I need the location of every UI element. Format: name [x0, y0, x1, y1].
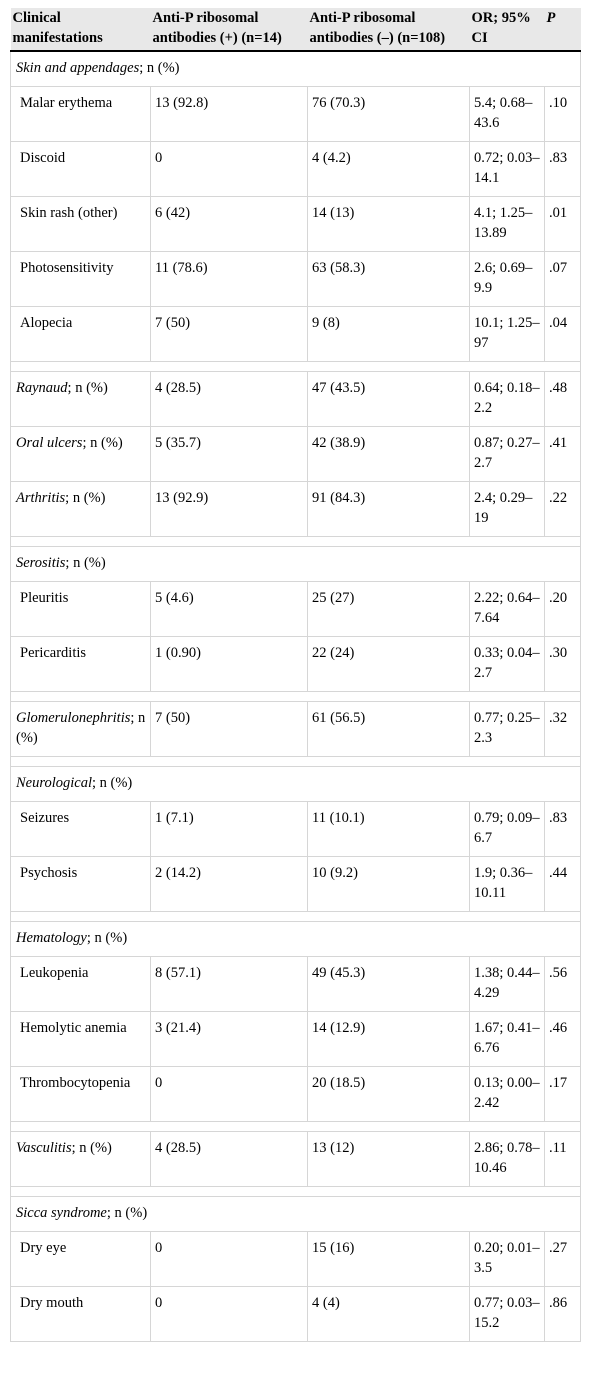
- section-unit: n (%): [146, 60, 180, 76]
- positive-count-cell: 8 (57.1): [151, 957, 308, 1012]
- positive-count-cell: 4 (28.5): [151, 372, 308, 427]
- section-title: Sicca syndrome; n (%): [11, 1197, 581, 1232]
- positive-count-cell: 0: [151, 1067, 308, 1122]
- manifestation-cell: [11, 637, 151, 692]
- or-ci-cell: 2.4; 0.29–19: [470, 482, 545, 537]
- section-header-row: [11, 767, 581, 802]
- or-ci-cell: 1.9; 0.36–10.11: [470, 857, 545, 912]
- table-row: [11, 197, 581, 252]
- manifestation-unit: n (%): [75, 380, 108, 396]
- negative-count-cell: 13 (12): [308, 1132, 470, 1187]
- negative-count-cell: 63 (58.3): [308, 252, 470, 307]
- spacer-row: [11, 537, 581, 547]
- manifestation-cell: Arthritis; n (%): [11, 482, 151, 537]
- spacer-cell: [11, 912, 581, 922]
- or-ci-cell: 0.13; 0.00–2.42: [470, 1067, 545, 1122]
- spacer-row: [11, 912, 581, 922]
- or-ci-cell: 10.1; 1.25–97: [470, 307, 545, 362]
- table-row: [11, 372, 581, 427]
- section-name: Hematology: [16, 930, 87, 946]
- spacer-cell: [11, 692, 581, 702]
- negative-count-cell: 47 (43.5): [308, 372, 470, 427]
- negative-count-cell: 9 (8): [308, 307, 470, 362]
- table-row: [11, 307, 581, 362]
- manifestation-label: Discoid: [20, 150, 66, 166]
- positive-count-cell: 7 (50): [151, 307, 308, 362]
- manifestation-label: Hemolytic anemia: [20, 1020, 127, 1036]
- negative-count-cell: 49 (45.3): [308, 957, 470, 1012]
- section-unit: n (%): [73, 555, 106, 571]
- section-title: Skin and appendages; n (%): [11, 51, 581, 87]
- section-name: Serositis: [16, 555, 66, 571]
- p-value-cell: .17: [545, 1067, 581, 1122]
- or-ci-cell: 0.64; 0.18–2.2: [470, 372, 545, 427]
- negative-count-cell: 91 (84.3): [308, 482, 470, 537]
- manifestation-label: Seizures: [20, 810, 70, 826]
- positive-count-cell: 4 (28.5): [151, 1132, 308, 1187]
- manifestation-label: Skin rash (other): [20, 205, 118, 221]
- or-ci-cell: 5.4; 0.68–43.6: [470, 87, 545, 142]
- or-ci-cell: 0.87; 0.27–2.7: [470, 427, 545, 482]
- manifestation-cell: [11, 957, 151, 1012]
- negative-count-cell: 20 (18.5): [308, 1067, 470, 1122]
- or-ci-cell: 1.38; 0.44–4.29: [470, 957, 545, 1012]
- clinical-manifestations-table: [10, 8, 581, 1342]
- positive-count-cell: 3 (21.4): [151, 1012, 308, 1067]
- section-name: Skin and appendages: [16, 60, 140, 76]
- positive-count-cell: 0: [151, 1287, 308, 1342]
- negative-count-cell: 14 (13): [308, 197, 470, 252]
- p-value-cell: .22: [545, 482, 581, 537]
- spacer-cell: [11, 757, 581, 767]
- manifestation-cell: [11, 802, 151, 857]
- header-row: [11, 8, 581, 51]
- p-value-cell: .04: [545, 307, 581, 362]
- p-value-cell: .83: [545, 802, 581, 857]
- table-row: [11, 702, 581, 757]
- manifestation-cell: [11, 252, 151, 307]
- manifestation-cell: Raynaud; n (%): [11, 372, 151, 427]
- p-value-cell: .30: [545, 637, 581, 692]
- manifestation-name: Vasculitis: [16, 1140, 72, 1156]
- table-row: [11, 1132, 581, 1187]
- manifestation-unit: n (%): [79, 1140, 112, 1156]
- header-anti-p-negative: Anti-P ribosomal antibodies (–) (n=108): [308, 8, 470, 51]
- negative-count-cell: 10 (9.2): [308, 857, 470, 912]
- positive-count-cell: 2 (14.2): [151, 857, 308, 912]
- p-value-cell: .10: [545, 87, 581, 142]
- manifestation-label: Dry mouth: [20, 1295, 84, 1311]
- manifestation-cell: [11, 857, 151, 912]
- negative-count-cell: 61 (56.5): [308, 702, 470, 757]
- table-row: [11, 142, 581, 197]
- p-value-cell: .20: [545, 582, 581, 637]
- negative-count-cell: 4 (4.2): [308, 142, 470, 197]
- or-ci-cell: 4.1; 1.25–13.89: [470, 197, 545, 252]
- manifestation-label: Photosensitivity: [20, 260, 114, 276]
- manifestation-unit: n (%): [72, 490, 106, 506]
- p-value-cell: .44: [545, 857, 581, 912]
- p-value-cell: .48: [545, 372, 581, 427]
- or-ci-cell: 0.33; 0.04–2.7: [470, 637, 545, 692]
- p-value-cell: .46: [545, 1012, 581, 1067]
- table-header: [11, 8, 581, 51]
- negative-count-cell: 76 (70.3): [308, 87, 470, 142]
- section-name: Sicca syndrome: [16, 1205, 107, 1221]
- manifestation-name: Arthritis: [16, 490, 66, 506]
- spacer-row: [11, 1187, 581, 1197]
- header-clinical-manifestations: Clinical manifestations: [11, 8, 151, 51]
- positive-count-cell: 1 (0.90): [151, 637, 308, 692]
- positive-count-cell: 7 (50): [151, 702, 308, 757]
- manifestation-cell: [11, 1012, 151, 1067]
- table-row: [11, 857, 581, 912]
- or-ci-cell: 0.72; 0.03–14.1: [470, 142, 545, 197]
- manifestation-label: Pericarditis: [20, 645, 87, 661]
- manifestation-label: Malar erythema: [20, 95, 113, 111]
- negative-count-cell: 22 (24): [308, 637, 470, 692]
- manifestation-cell: [11, 197, 151, 252]
- negative-count-cell: 42 (38.9): [308, 427, 470, 482]
- p-value-cell: .86: [545, 1287, 581, 1342]
- positive-count-cell: 1 (7.1): [151, 802, 308, 857]
- positive-count-cell: 5 (35.7): [151, 427, 308, 482]
- manifestation-label: Pleuritis: [20, 590, 69, 606]
- section-header-row: [11, 51, 581, 87]
- section-title: Hematology; n (%): [11, 922, 581, 957]
- positive-count-cell: 11 (78.6): [151, 252, 308, 307]
- manifestation-cell: Oral ulcers; n (%): [11, 427, 151, 482]
- or-ci-cell: 1.67; 0.41–6.76: [470, 1012, 545, 1067]
- p-value-cell: .41: [545, 427, 581, 482]
- table-row: [11, 582, 581, 637]
- p-value-cell: .83: [545, 142, 581, 197]
- header-anti-p-positive: Anti-P ribosomal antibodies (+) (n=14): [151, 8, 308, 51]
- spacer-row: [11, 362, 581, 372]
- table-row: [11, 87, 581, 142]
- manifestation-name: Oral ulcers: [16, 435, 83, 451]
- p-value-cell: .11: [545, 1132, 581, 1187]
- table-row: [11, 1067, 581, 1122]
- manifestation-label: Alopecia: [20, 315, 73, 331]
- spacer-row: [11, 1122, 581, 1132]
- manifestation-cell: [11, 1232, 151, 1287]
- section-name: Neurological: [16, 775, 92, 791]
- table-body: [11, 51, 581, 1342]
- manifestation-cell: [11, 582, 151, 637]
- or-ci-cell: 2.6; 0.69–9.9: [470, 252, 545, 307]
- negative-count-cell: 4 (4): [308, 1287, 470, 1342]
- manifestation-cell: [11, 87, 151, 142]
- spacer-cell: [11, 537, 581, 547]
- manifestation-label: Psychosis: [20, 865, 78, 881]
- spacer-row: [11, 757, 581, 767]
- positive-count-cell: 0: [151, 142, 308, 197]
- or-ci-cell: 0.79; 0.09–6.7: [470, 802, 545, 857]
- manifestation-label: Leukopenia: [20, 965, 89, 981]
- header-p-value: P: [545, 8, 581, 51]
- manifestation-unit: n (%): [90, 435, 123, 451]
- section-header-row: [11, 547, 581, 582]
- positive-count-cell: 0: [151, 1232, 308, 1287]
- or-ci-cell: 0.77; 0.03–15.2: [470, 1287, 545, 1342]
- table-row: [11, 1232, 581, 1287]
- p-value-cell: .27: [545, 1232, 581, 1287]
- manifestation-cell: [11, 1067, 151, 1122]
- table-row: [11, 1287, 581, 1342]
- manifestation-name: Glomerulonephritis: [16, 710, 131, 726]
- p-value-cell: .01: [545, 197, 581, 252]
- section-title: Serositis; n (%): [11, 547, 581, 582]
- positive-count-cell: 13 (92.8): [151, 87, 308, 142]
- manifestation-cell: Vasculitis; n (%): [11, 1132, 151, 1187]
- p-value-cell: .32: [545, 702, 581, 757]
- spacer-cell: [11, 362, 581, 372]
- section-title: Neurological; n (%): [11, 767, 581, 802]
- or-ci-cell: 0.20; 0.01–3.5: [470, 1232, 545, 1287]
- table-row: [11, 637, 581, 692]
- negative-count-cell: 11 (10.1): [308, 802, 470, 857]
- or-ci-cell: 2.86; 0.78–10.46: [470, 1132, 545, 1187]
- p-value-cell: .56: [545, 957, 581, 1012]
- positive-count-cell: 13 (92.9): [151, 482, 308, 537]
- manifestation-unit: n (%): [16, 710, 146, 746]
- manifestation-cell: [11, 142, 151, 197]
- negative-count-cell: 25 (27): [308, 582, 470, 637]
- negative-count-cell: 15 (16): [308, 1232, 470, 1287]
- manifestation-cell: [11, 1287, 151, 1342]
- manifestation-name: Raynaud: [16, 380, 68, 396]
- positive-count-cell: 6 (42): [151, 197, 308, 252]
- manifestation-cell: Glomerulonephritis; n (%): [11, 702, 151, 757]
- section-unit: n (%): [94, 930, 128, 946]
- spacer-cell: [11, 1122, 581, 1132]
- manifestation-label: Dry eye: [20, 1240, 67, 1256]
- table-row: [11, 252, 581, 307]
- spacer-row: [11, 692, 581, 702]
- manifestation-cell: [11, 307, 151, 362]
- table-row: [11, 1012, 581, 1067]
- table-row: [11, 802, 581, 857]
- table-row: [11, 427, 581, 482]
- manifestation-label: Thrombocytopenia: [20, 1075, 131, 1091]
- p-value-cell: .07: [545, 252, 581, 307]
- negative-count-cell: 14 (12.9): [308, 1012, 470, 1067]
- or-ci-cell: 2.22; 0.64–7.64: [470, 582, 545, 637]
- section-unit: n (%): [114, 1205, 148, 1221]
- or-ci-cell: 0.77; 0.25–2.3: [470, 702, 545, 757]
- section-unit: n (%): [99, 775, 133, 791]
- section-header-row: [11, 1197, 581, 1232]
- spacer-cell: [11, 1187, 581, 1197]
- table-row: [11, 957, 581, 1012]
- header-or-ci: OR; 95% CI: [470, 8, 545, 51]
- positive-count-cell: 5 (4.6): [151, 582, 308, 637]
- section-header-row: [11, 922, 581, 957]
- table-row: [11, 482, 581, 537]
